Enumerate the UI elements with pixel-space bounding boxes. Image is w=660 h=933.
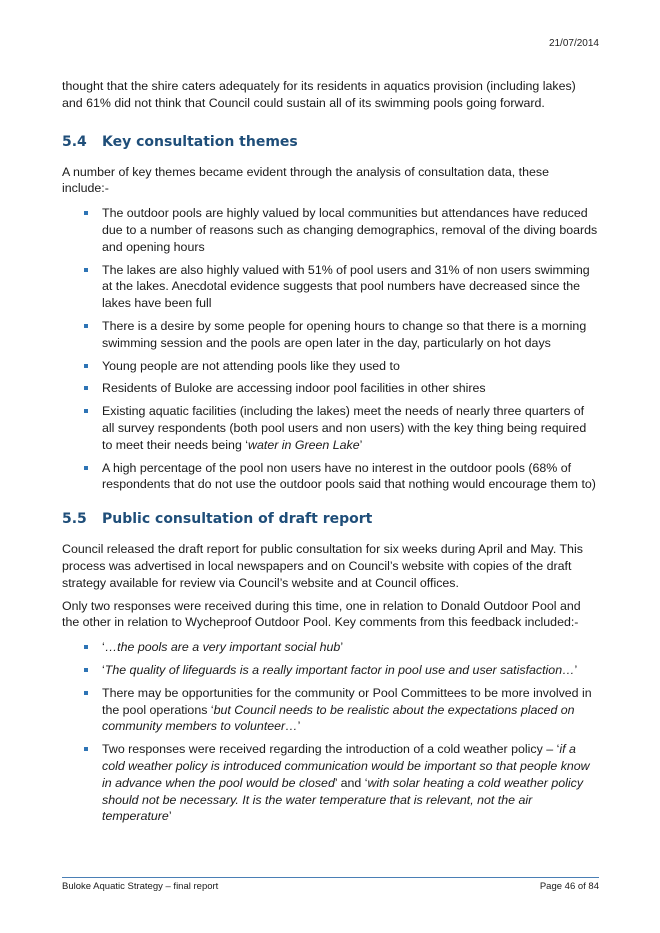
- bullet-icon: [84, 211, 88, 215]
- quote-mark: ’: [574, 662, 578, 677]
- footer-divider: [62, 877, 599, 878]
- bullet-icon: [84, 268, 88, 272]
- list-item-quote: if a cold weather policy is introduced communication would be important so that people know in advance when the pool would be closed: [102, 742, 590, 790]
- section-heading-5-4: [62, 134, 598, 150]
- list-item: [102, 262, 598, 312]
- bullet-icon: [84, 691, 88, 695]
- header-date: 21/07/2014: [548, 38, 599, 49]
- footer-page-number: Page 46 of 84: [539, 881, 599, 892]
- list-item-text: There may be opportunities for the community or Pool Committees to be more involved in the pool operations ‘: [102, 685, 592, 717]
- list-item-text: There is a desire by some people for opening hours to change so that there is a morning swimming session and the pools are open later in the day, particularly on hot days: [102, 318, 587, 350]
- list-item-text: Residents of Buloke are accessing indoor pool facilities in other shires: [102, 381, 486, 396]
- section-lead: A number of key themes became evident through the analysis of consultation data, these include:-: [62, 164, 549, 196]
- section-title: Key consultation themes: [102, 133, 298, 150]
- bullet-icon: [84, 747, 88, 751]
- list-item: [102, 741, 598, 825]
- list-item: [102, 662, 598, 679]
- bullet-icon: [84, 668, 88, 672]
- bullet-icon: [84, 645, 88, 649]
- list-item-quote: with solar heating a cold weather policy should not be necessary. It is the water temperature that is relevant, not the air temperature: [102, 775, 584, 824]
- list-item-text: ’ and ‘: [334, 775, 368, 790]
- key-themes-list: [62, 205, 598, 493]
- list-item-quote: The quality of lifeguards is a really important factor in pool use and user satisfaction…: [104, 662, 575, 677]
- section-paragraph: Council released the draft report for public consultation for six weeks during April and May. This process was advertised in local newspapers and on Council’s website with copies of the draft strategy available for review via Council’s website and at Council offices.: [62, 542, 583, 590]
- list-item: [102, 318, 598, 352]
- list-item: [102, 639, 598, 656]
- section-paragraph: Only two responses were received during this time, one in relation to Donald Outdoor Pool and the other in relation to Wycheproof Outdoor Pool. Key comments from this feedback included:-: [62, 598, 581, 630]
- list-item: [102, 205, 598, 255]
- feedback-list: [62, 639, 598, 825]
- list-item-text: A high percentage of the pool non users have no interest in the outdoor pools (68% of respondents that do not use the outdoor pools said that nothing would encourage them to): [102, 460, 596, 492]
- quote-mark: ’: [168, 809, 172, 824]
- footer-document-title: Buloke Aquatic Strategy – final report: [62, 881, 219, 892]
- list-item-quote: …the pools are a very important social hub: [104, 640, 341, 655]
- quote-mark: ’: [297, 719, 301, 734]
- list-item: [102, 403, 598, 453]
- bullet-icon: [84, 386, 88, 390]
- quote-mark: ‘: [102, 640, 105, 655]
- quote-mark: ’: [340, 640, 344, 655]
- intro-paragraph: thought that the shire caters adequately for its residents in aquatics provision (including lakes) and 61% did not think that Council could sustain all of its swimming pools going forward.: [62, 79, 576, 110]
- section-heading-5-5: [62, 511, 598, 527]
- list-item-text: Existing aquatic facilities (including the lakes) meet the needs of nearly three quarters of all survey respondents (both pool users and non users) with the key thing being required to meet their needs being ‘: [102, 404, 587, 452]
- quote-mark: ‘: [102, 662, 105, 677]
- list-item: [102, 358, 598, 375]
- section-number: 5.5: [62, 511, 87, 528]
- list-item-quote: but Council needs to be realistic about the expectations placed on community members to volunteer…: [102, 702, 575, 734]
- section-title: Public consultation of draft report: [102, 511, 373, 528]
- bullet-icon: [84, 324, 88, 328]
- bullet-icon: [84, 364, 88, 368]
- list-item: [102, 460, 598, 494]
- list-item-text: The lakes are also highly valued with 51% of pool users and 31% of non users swimming at the lakes. Anecdotal evidence suggests that pool numbers have decreased since the lakes have been full: [102, 262, 590, 311]
- list-item-quote: water in Green Lake: [248, 437, 360, 452]
- page-content: [62, 78, 598, 831]
- list-item-text: Two responses were received regarding the introduction of a cold weather policy – ‘: [102, 742, 560, 757]
- section-number: 5.4: [62, 133, 87, 150]
- list-item: [102, 685, 598, 735]
- list-item: [102, 380, 598, 397]
- list-item-text: ’: [359, 437, 363, 452]
- list-item-text: Young people are not attending pools like they used to: [102, 358, 400, 373]
- bullet-icon: [84, 466, 88, 470]
- bullet-icon: [84, 409, 88, 413]
- list-item-text: The outdoor pools are highly valued by local communities but attendances have reduced due to a number of reasons such as changing demographics, removal of the diving boards and opening hours: [102, 206, 598, 254]
